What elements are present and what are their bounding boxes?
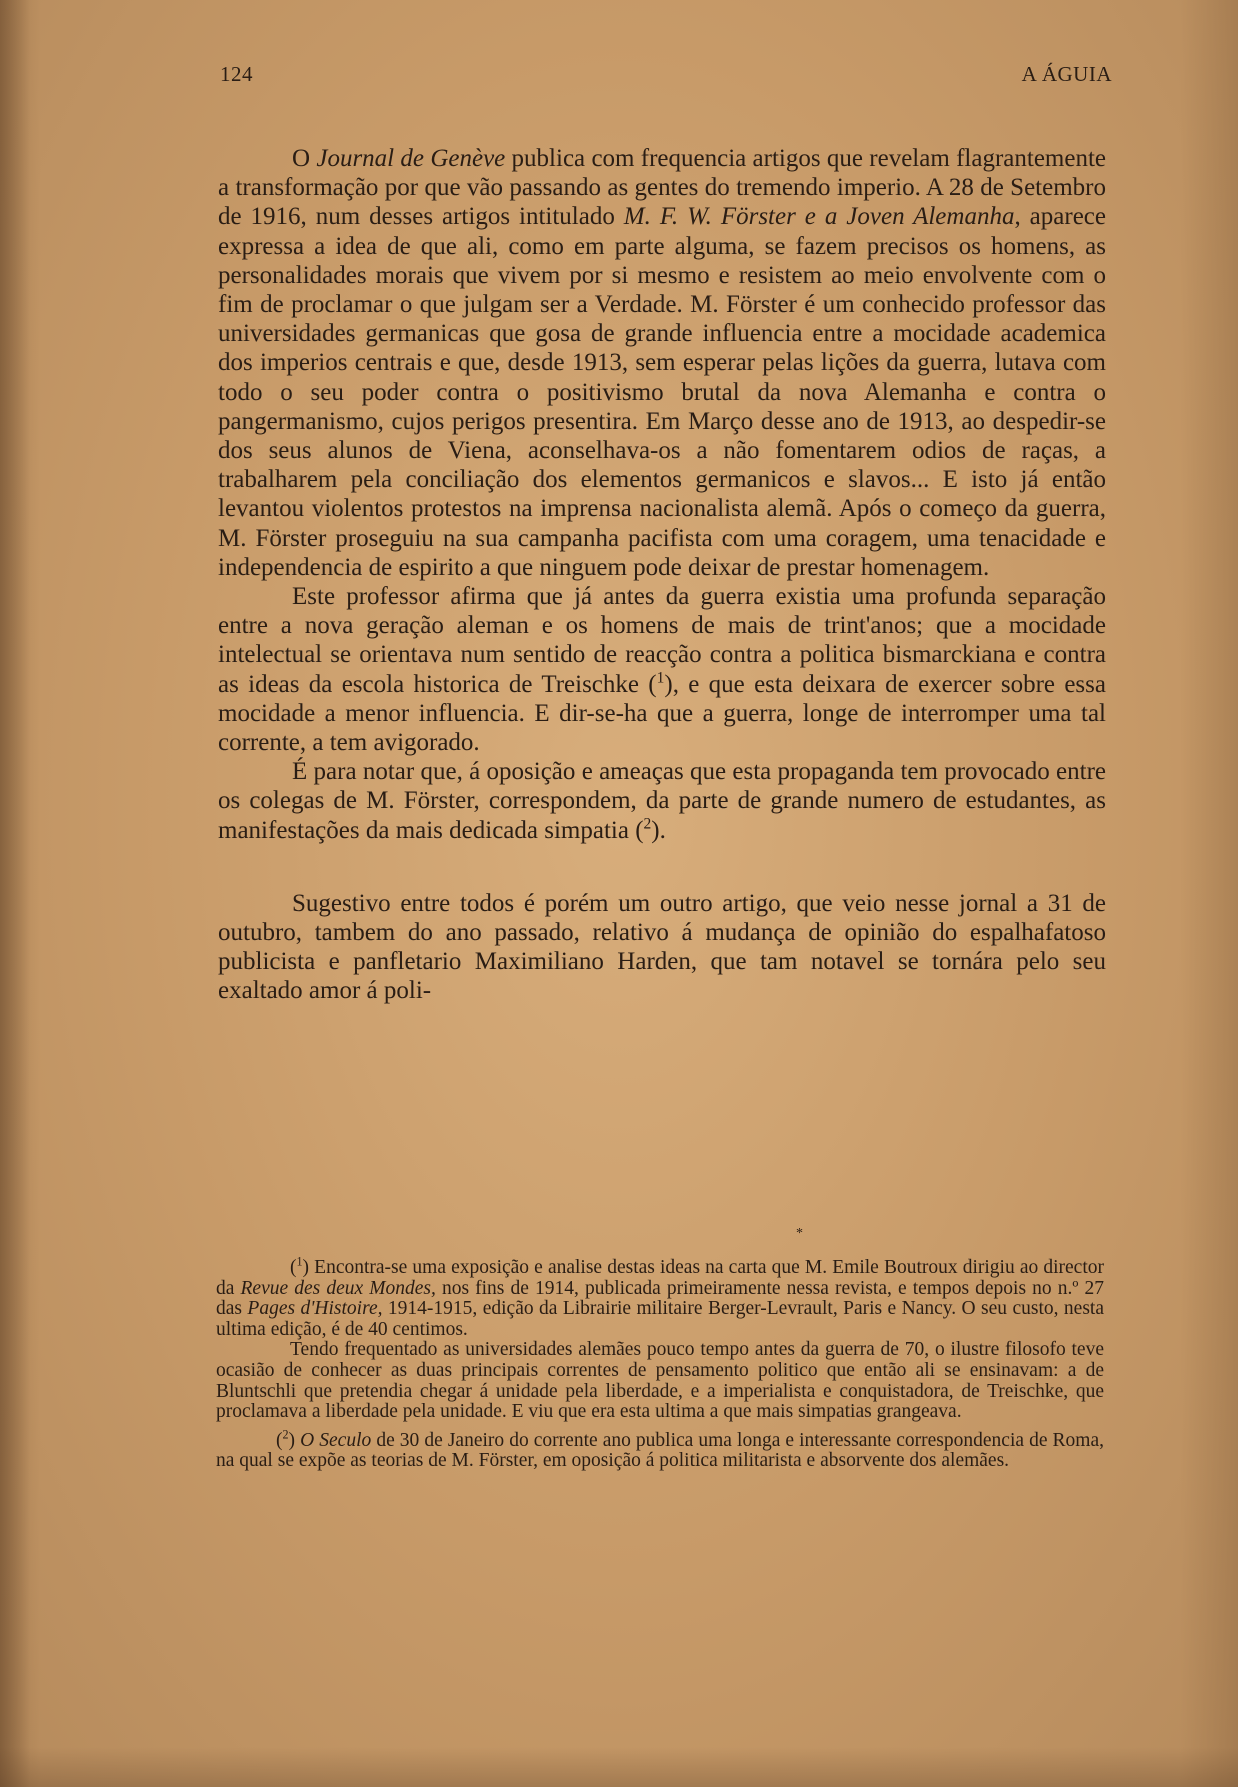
- footnotes: [216, 1254, 1105, 1472]
- page-number: 124: [220, 62, 253, 86]
- paragraph-1-text-c: , aparece expressa a idea de que ali, como em parte alguma, se fazem precisos os homens, as personalidades morais que vivem por si mesmo e resistem ao meio envolvente com o fim de proclamar o que julgam ser a Verdade. M. Förster é um conhecido professor das universidades germanicas que gosa de grande influencia entre a mocidade academica dos imperios centrais e que, desde 1913, sem esperar pelas lições da guerra, lutava com todo o seu poder contra o positivismo brutal da nova Alemanha e contra o pangermanismo, cujos perigos presentira. Em Março desse ano de 1913, ao despedir-se dos seus alunos de Viena, aconselhava-os a não fomentarem odios de raças, a trabalharem pela conciliação dos elementos germanicos e slavos... E isto já então levantou violentos protestos na imprensa nacionalista alemã. Após o começo da guerra, M. Förster proseguiu na sua campanha pacifista com uma coragem, uma tenacidade e independencia de espirito a que ninguem pode deixar de prestar homenagem.: [218, 203, 1106, 581]
- footnote-2-text: de 30 de Janeiro do corrente ano publica uma longa e interessante correspondencia de Roma, na qual se expõe as teorias de M. Förster, em oposição á politica militarista e absorvente dos alemães.: [216, 1429, 1105, 1472]
- paragraph-2: [218, 582, 1106, 757]
- o-seculo-title: O Seculo: [300, 1429, 372, 1451]
- paragraph-3-text-b: ).: [651, 816, 666, 844]
- paragraph-1: [218, 144, 1106, 582]
- footnote-1-continued: Tendo frequentado as universidades alemães pouco tempo antes da guerra de 70, o ilustre filosofo teve ocasião de conhecer as duas principais correntes de pensamento politico que então ali se ensinavam: a de Bluntschli que pretendia chegar á unidade pela liberdade, e a imperialista e conquistadora, de Treischke, que proclamava a liberdade pela unidade. E viu que era esta ultima a que mais simpatias grangeava.: [216, 1339, 1104, 1423]
- footnote-2: ($^2$) O Seculo de 30 de Janeiro do corrente ano publica uma longa e interessante correspondencia de Roma, na qual se expõe as teorias de M. Förster, em oposição á politica militarista e absorvente dos alemães.: [216, 1427, 1105, 1472]
- paragraph-4: Sugestivo entre todos é porém um outro artigo, que veio nesse jornal a 31 de outubro, tambem do ano passado, relativo á mudança de opinião do espalhafatoso publicista e panfletario Maximiliano Harden, que tam notavel se tornára pelo seu exaltado amor á poli-: [218, 889, 1106, 1005]
- footnote-1-text-a: Encontra-se uma exposição e analise destas ideas na carta que M. Emile Boutroux dirigiu ao director da: [216, 1257, 1104, 1299]
- paragraph-2-text-a: Este professor afirma que já antes da guerra existia uma profunda separação entre a nova geração aleman e os homens de mais de trint'anos; que a mocidade intelectual se orientava num sentido de reacção contra a politica bismarckiana e contra as ideas da escola historica de Treischke (: [218, 583, 1106, 698]
- revue-title: Revue des deux Mondes,: [240, 1277, 436, 1299]
- footnote-1-text-c: 1914-1915, edição da Librairie militaire Berger-Levrault, Paris e Nancy. O seu custo, nesta ultima edição, é de 40 centimos.: [216, 1298, 1104, 1340]
- footnote-separator: *: [796, 1226, 803, 1241]
- footnote-1-text-b: nos fins de 1914, publicada primeiramente nessa revista, e tempos depois no n.º 27 das: [216, 1277, 1105, 1320]
- paragraph-2-text-b: ), e que esta deixara de exercer sobre essa mocidade a menor influencia. E dir-se-ha que a guerra, longe de interromper uma tal corrente, a tem avigorado.: [218, 670, 1106, 757]
- pages-histoire-title: Pages d'Histoire,: [247, 1298, 383, 1320]
- running-head: [220, 62, 1112, 102]
- page-bottom-stain: [0, 1747, 1238, 1787]
- footnote-ref-2: 2: [643, 815, 652, 833]
- footnote-1-marker: 1: [296, 1254, 303, 1269]
- paragraph-1-text-a: O: [292, 145, 317, 172]
- footnote-2-marker: 2: [282, 1427, 289, 1442]
- article-title: M. F. W. Förster e a Joven Alemanha: [623, 203, 1015, 231]
- footnote-1: ($^1$) Encontra-se uma exposição e analise destas ideas na carta que M. Emile Boutroux dirigiu ao director da Revue des deux Mondes, nos fins de 1914, publicada primeiramente nessa revista, e tempos depois no n.º 27 das Pages d'Histoire, 1914-1915, edição da Librairie militaire Berger-Levrault, Paris e Nancy. O seu custo, nesta ultima edição, é de 40 centimos.: [216, 1254, 1105, 1340]
- journal-de-geneve-title: Journal de Genève: [316, 145, 506, 172]
- paragraph-3-text-a: É para notar que, á oposição e ameaças que esta propaganda tem provocado entre os colegas de M. Förster, correspondem, da parte de grande numero de estudantes, as manifestações da mais dedicada simpatia (: [218, 758, 1106, 844]
- journal-title: A ÁGUIA: [1021, 62, 1112, 86]
- paragraph-1-text-b: publica com frequencia artigos que revelam flagrantemente a transformação por que vão passando as gentes do tremendo imperio. A 28 de Setembro de 1916, num desses artigos intitulado: [218, 145, 1106, 231]
- paragraph-3: [218, 757, 1106, 845]
- main-text: [218, 144, 1106, 1006]
- footnote-ref-1: 1: [656, 669, 665, 687]
- page-edge-stain: [0, 0, 30, 1787]
